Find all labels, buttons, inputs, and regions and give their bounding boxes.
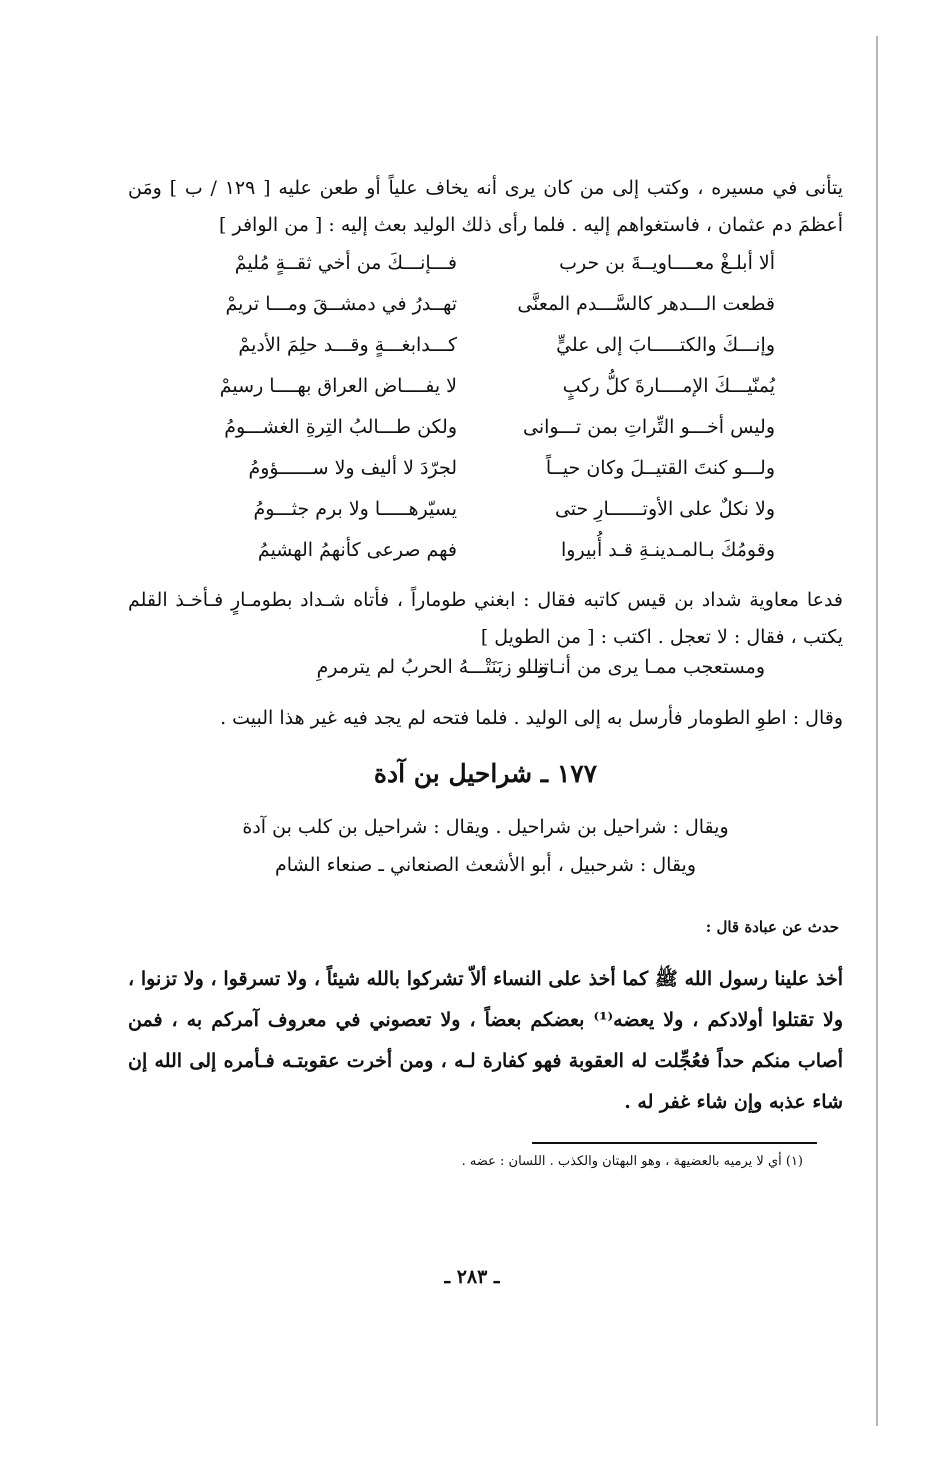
intro-paragraph: يتأنى في مسيره ، وكتب إلى من كان يرى أنه يخاف علياً أو طعن عليه [ ١٢٩ / ب ] ومَن أعظمَ دم عثمان ، فاستغواهم إليه . فلما رأى ذلك الوليد بعث إليه : [ من الوافر ] — [128, 177, 843, 236]
verse-first-hemistich: ولا نكلٌ على الأوتــــــارِ حتى — [554, 498, 775, 520]
alt-name-line: ويقال : شرحبيل ، أبو الأشعث الصنعاني ـ صنعاء الشام — [274, 854, 697, 876]
verse-first-hemistich: وليس أخـــو التِّراتِ بمن تـــوانى — [522, 416, 775, 438]
footnote-separator — [532, 1142, 817, 1144]
footnote: (١) أي لا يرميه بالعضيهة ، وهو البهتان والكذب . اللسان : عضه . — [461, 1154, 803, 1169]
verse-first-hemistich: ومستعجب ممـا يرى من أنـاتنـا — [526, 656, 765, 678]
verse-first-hemistich: وقومُكَ بـالمـدينـةِ قـد أُبيروا — [561, 539, 775, 561]
isnad-line: حدث عن عبادة قال : — [705, 918, 839, 936]
page-body — [128, 170, 843, 1169]
tawil-verse — [128, 656, 765, 700]
poem-verse — [195, 334, 775, 375]
verse-first-hemistich: يُمنّيـــكَ الإمــــارةَ كلُّ ركبٍ — [562, 375, 775, 397]
verse-second-hemistich: لا يفــــاض العراق بهــــا رسيمْ — [219, 375, 457, 397]
alt-name-line: ويقال : شراحيل بن شراحيل . ويقال : شراحيل بن كلب بن آدة — [242, 816, 729, 838]
poem-verse — [195, 375, 775, 416]
verse-first-hemistich: وإنـــكَ والكتـــــابَ إلى عليٍّ — [556, 334, 775, 356]
poem-verse — [195, 498, 775, 539]
poem-verse — [195, 457, 775, 498]
verse-first-hemistich: ولـــو كنتَ القتيــلَ وكان حيــاً — [545, 457, 775, 479]
poem-verse — [195, 252, 775, 293]
closing-paragraph: وقال : اطوِ الطومار فأرسل به إلى الوليد . فلما فتحه لم يجد فيه غير هذا البيت . — [220, 707, 843, 729]
verse-second-hemistich: ولـو زبَنَتْـــهُ الحربُ لم يترمرمِ — [316, 656, 548, 678]
verse-first-hemistich: قطعت الـــدهر كالسَّـــدم المعنَّى — [517, 293, 775, 315]
page-number: ـ ٢٨٣ ـ — [444, 1266, 500, 1288]
verse-second-hemistich: تهــدرُ في دمشــقَ ومـــا تريمْ — [225, 293, 457, 315]
verse-second-hemistich: فهم صرعى كأنهمُ الهشيمُ — [257, 539, 457, 561]
poem-verse — [195, 539, 775, 580]
verse-second-hemistich: ولكن طـــالبُ التِرةِ الغشـــومُ — [224, 416, 457, 438]
verse-second-hemistich: لجرّدَ لا أليف ولا ســــــؤومُ — [248, 457, 457, 479]
page-edge-line — [876, 36, 878, 1426]
poem-wafir — [128, 252, 775, 582]
poem-verse — [195, 416, 775, 457]
verse-first-hemistich: ألا أبلـغْ معــــاويــةَ بن حرب — [559, 252, 775, 274]
poem-verse — [195, 293, 775, 334]
verse-second-hemistich: يسيّرهـــــا ولا برم جثـــومُ — [253, 498, 457, 520]
hadith-text: أخذ علينا رسول الله ﷺ كما أخذ على النساء ألاّ تشركوا بالله شيئاً ، ولا تسرقوا ، ولا تزنوا ، ولا تقتلوا أولادكم ، ولا يعضه⁽¹⁾ بعضكم بعضاً ، ولا تعصوني في معروف آمركم به ، فمن أصاب منكم حداً فعُجِّلت له العقوبة فهو كفارة لـه ، ومن أخرت عقوبتـه فـأمره إلى الله إن شاء عذبه وإن شاء غفر له . — [128, 968, 843, 1113]
entry-heading: ١٧٧ ـ شراحيل بن آدة — [373, 759, 598, 788]
verse-second-hemistich: فـــإنـــكَ من أخي ثقــةٍ مُليمْ — [234, 252, 457, 274]
verse-second-hemistich: كـــدابغـــةٍ وقـــد حلِمَ الأديمْ — [238, 334, 457, 356]
muawiya-paragraph: فدعا معاوية شداد بن قيس كاتبه فقال : ابغني طوماراً ، فأتاه شـداد بطومـارٍ فـأخـذ القلم يكتب ، فقال : لا تعجل . اكتب : [ من الطويل ] — [128, 589, 843, 648]
